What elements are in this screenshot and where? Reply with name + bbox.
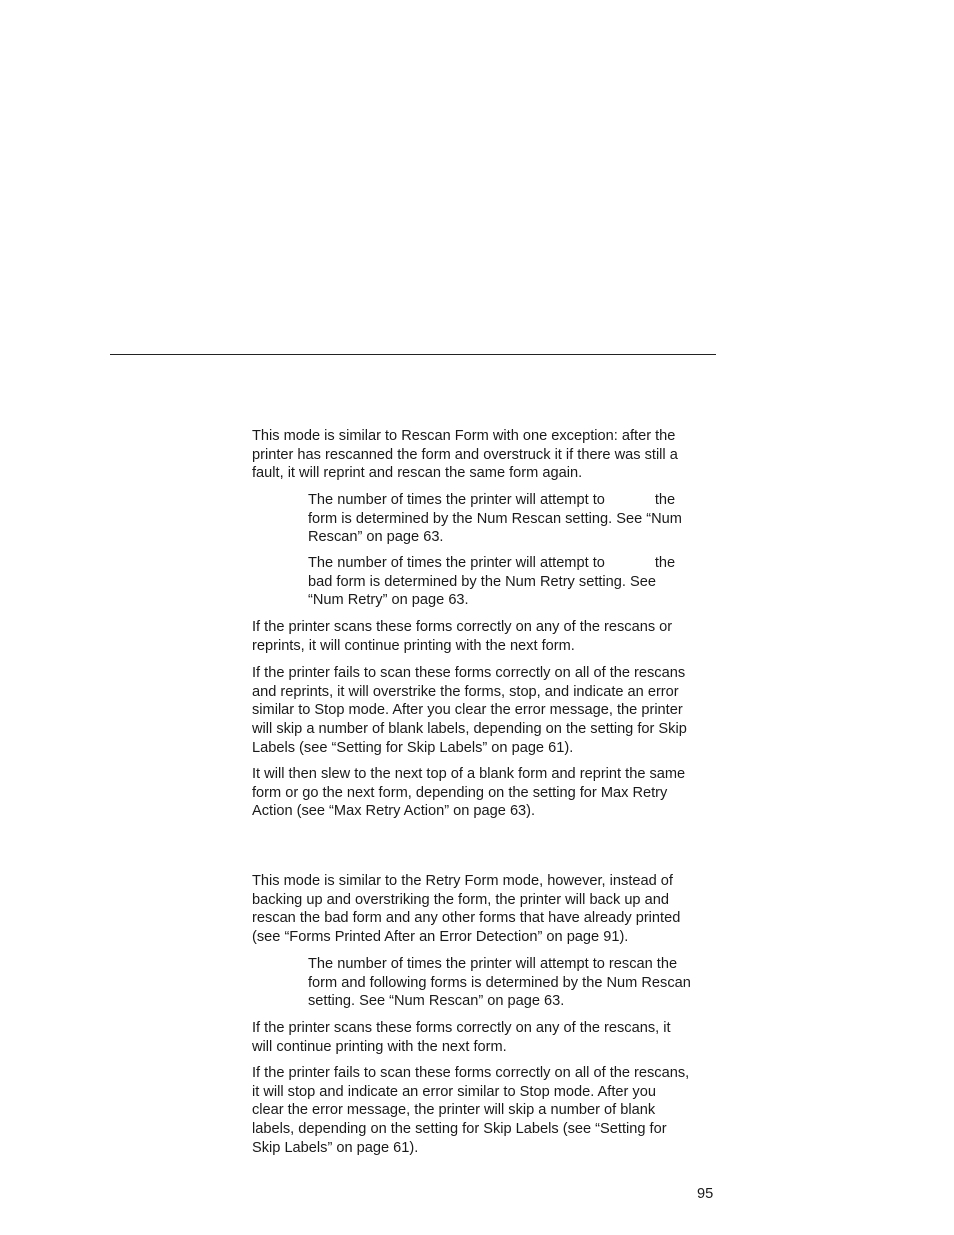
text-line: fault, it will reprint and rescan the same form again. (252, 465, 583, 482)
text-fragment: the (654, 555, 676, 571)
text-line: “Num Retry” on page 63. (308, 592, 469, 609)
num-retry-setting-note (308, 554, 675, 610)
text-line: and reprints, it will overstrike the forms, stop, and indicate an error (252, 683, 679, 700)
text-line: setting. See “Num Rescan” on page 63. (308, 993, 565, 1010)
text-line: will continue printing with the next form. (252, 1038, 507, 1055)
text-line: rescan the bad form and any other forms that have already printed (252, 910, 681, 927)
text-line: Skip Labels” on page 61). (252, 1139, 419, 1156)
text-line: form or go the next form, depending on the setting for Max Retry (252, 784, 668, 801)
num-rescan-setting-note (308, 491, 682, 547)
text-line: form is determined by the Num Rescan setting. See “Num (308, 510, 682, 527)
text-line: Rescan” on page 63. (308, 529, 444, 546)
text-fragment: The number of times the printer will attempt to (308, 555, 605, 571)
text-line: It will then slew to the next top of a blank form and reprint the same (252, 766, 686, 782)
text-line: If the printer scans these forms correctly on any of the rescans, it (252, 1020, 671, 1036)
text-line: Labels (see “Setting for Skip Labels” on page 61). (252, 739, 574, 756)
text-line: similar to Stop mode. After you clear the error message, the printer (252, 702, 683, 719)
text-line: reprints, it will continue printing with the next form. (252, 637, 575, 654)
page-number: 95 (697, 1186, 714, 1202)
rescan-forms-note (308, 955, 691, 1011)
rescan-failure-paragraph (252, 1064, 689, 1158)
text-line: bad form is determined by the Num Retry setting. See (308, 573, 656, 590)
text-line: Action (see “Max Retry Action” on page 63). (252, 803, 536, 820)
text-line (308, 491, 682, 510)
text-line: form and following forms is determined by the Num Rescan (308, 974, 691, 991)
text-line: clear the error message, the printer will skip a number of blank (252, 1102, 656, 1119)
text-line: If the printer fails to scan these forms correctly on all of the rescans, (252, 1065, 690, 1081)
retry-success-paragraph (252, 618, 672, 655)
retry-failure-paragraph (252, 664, 687, 758)
text-line: The number of times the printer will attempt to rescan the (308, 956, 678, 972)
retry-form-intro-paragraph (252, 427, 678, 483)
section-divider-rule (110, 354, 716, 355)
text-line: labels, depending on the setting for Skip Labels (see “Setting for (252, 1121, 667, 1138)
rescan-forms-intro-paragraph (252, 872, 680, 947)
text-line: printer has rescanned the form and overstruck it if there was still a (252, 446, 678, 463)
text-line: If the printer fails to scan these forms correctly on all of the rescans (252, 665, 686, 681)
rescan-success-paragraph (252, 1019, 671, 1056)
text-line: This mode is similar to Rescan Form with one exception: after the (252, 428, 676, 444)
text-line: (see “Forms Printed After an Error Detection” on page 91). (252, 929, 629, 946)
text-line (308, 554, 675, 573)
text-line: If the printer scans these forms correctly on any of the rescans or (252, 619, 673, 635)
text-fragment: The number of times the printer will attempt to (308, 492, 605, 508)
text-fragment: the (654, 492, 676, 508)
text-line: backing up and overstriking the form, the printer will back up and (252, 891, 669, 908)
max-retry-action-paragraph (252, 765, 685, 821)
text-line: will skip a number of blank labels, depending on the setting for Skip (252, 721, 687, 738)
text-line: it will stop and indicate an error similar to Stop mode. After you (252, 1083, 656, 1100)
text-line: This mode is similar to the Retry Form mode, however, instead of (252, 873, 673, 889)
